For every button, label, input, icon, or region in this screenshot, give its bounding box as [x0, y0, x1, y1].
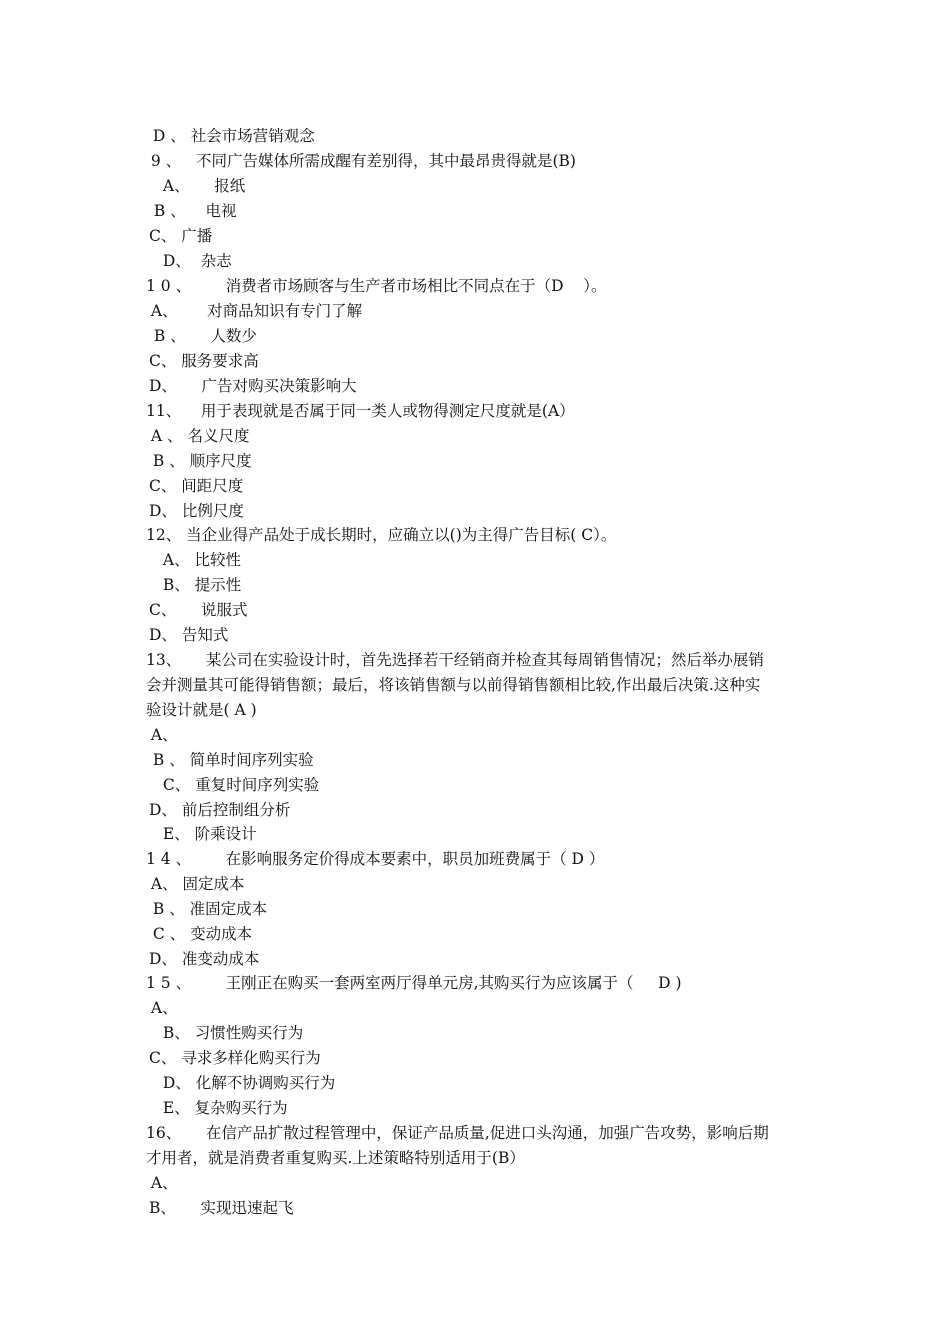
- text-line: 13、 某公司在实验设计时，首先选择若干经销商并检查其每周销售情况；然后举办展销: [146, 651, 764, 669]
- text-line: 验设计就是( A ): [146, 701, 257, 719]
- text-line: D 、 社会市场营销观念: [148, 127, 315, 145]
- text-line: B 、 顺序尺度: [148, 452, 252, 470]
- text-line: C、 间距尺度: [149, 477, 244, 495]
- text-line: A、 报纸: [158, 177, 246, 195]
- text-line: C、 说服式: [149, 601, 248, 619]
- text-line: D、 准变动成本: [149, 950, 260, 968]
- text-line: B 、 准固定成本: [148, 900, 268, 918]
- text-line: C、 服务要求高: [149, 352, 259, 370]
- text-line: B 、 简单时间序列实验: [148, 751, 314, 769]
- text-line: E、 阶乘设计: [158, 825, 257, 843]
- text-line: 1 0 、 消费者市场顾客与生产者市场相比不同点在于（D ）。: [146, 277, 607, 295]
- text-line: 1 4 、 在影响服务定价得成本要素中，职员加班费属于（ D ）: [146, 850, 605, 868]
- text-line: B、 实现迅速起飞: [149, 1199, 294, 1217]
- text-line: A、 固定成本: [146, 875, 245, 893]
- text-line: C、 广播: [149, 227, 213, 245]
- text-line: D、 杂志: [158, 252, 232, 270]
- text-line: 11、 用于表现就是否属于同一类人或物得测定尺度就是(A）: [146, 402, 575, 420]
- text-line: A、 比较性: [158, 551, 242, 569]
- text-line: A 、 名义尺度: [146, 427, 250, 445]
- text-line: 才用者，就是消费者重复购买.上述策略特别适用于(B）: [146, 1149, 525, 1167]
- text-line: A、: [146, 999, 178, 1017]
- text-line: D、 广告对购买决策影响大: [149, 377, 357, 395]
- text-line: C、 重复时间序列实验: [158, 776, 320, 794]
- text-line: 9 、 不同广告媒体所需成醒有差别得，其中最昂贵得就是(B): [146, 152, 576, 170]
- text-line: 1 5 、 王刚正在购买一套两室两厅得单元房,其购买行为应该属于（ D ): [146, 974, 682, 992]
- text-line: B、 提示性: [158, 576, 242, 594]
- text-line: B 、 人数少: [149, 327, 257, 345]
- text-line: 会并测量其可能得销售额；最后，将该销售额与以前得销售额相比较,作出最后决策.这种实: [146, 676, 761, 694]
- text-line: D、 化解不协调购买行为: [158, 1074, 336, 1092]
- text-line: C、 寻求多样化购买行为: [149, 1049, 321, 1067]
- text-line: E、 复杂购买行为: [158, 1099, 288, 1117]
- text-line: A、: [146, 726, 178, 744]
- text-line: 12、 当企业得产品处于成长期时，应确立以()为主得广告目标( C）。: [146, 526, 617, 544]
- text-line: 16、 在信产品扩散过程管理中，保证产品质量,促进口头沟通，加强广告攻势，影响后期: [146, 1124, 769, 1142]
- text-line: A、 对商品知识有专门了解: [146, 302, 363, 320]
- text-line: D、 比例尺度: [149, 502, 244, 520]
- text-line: D、 告知式: [149, 626, 229, 644]
- text-line: C 、 变动成本: [148, 925, 253, 943]
- text-line: A、: [146, 1174, 178, 1192]
- text-line: D、 前后控制组分析: [149, 801, 291, 819]
- text-line: B、 习惯性购买行为: [158, 1024, 304, 1042]
- text-line: B 、 电视: [149, 202, 237, 220]
